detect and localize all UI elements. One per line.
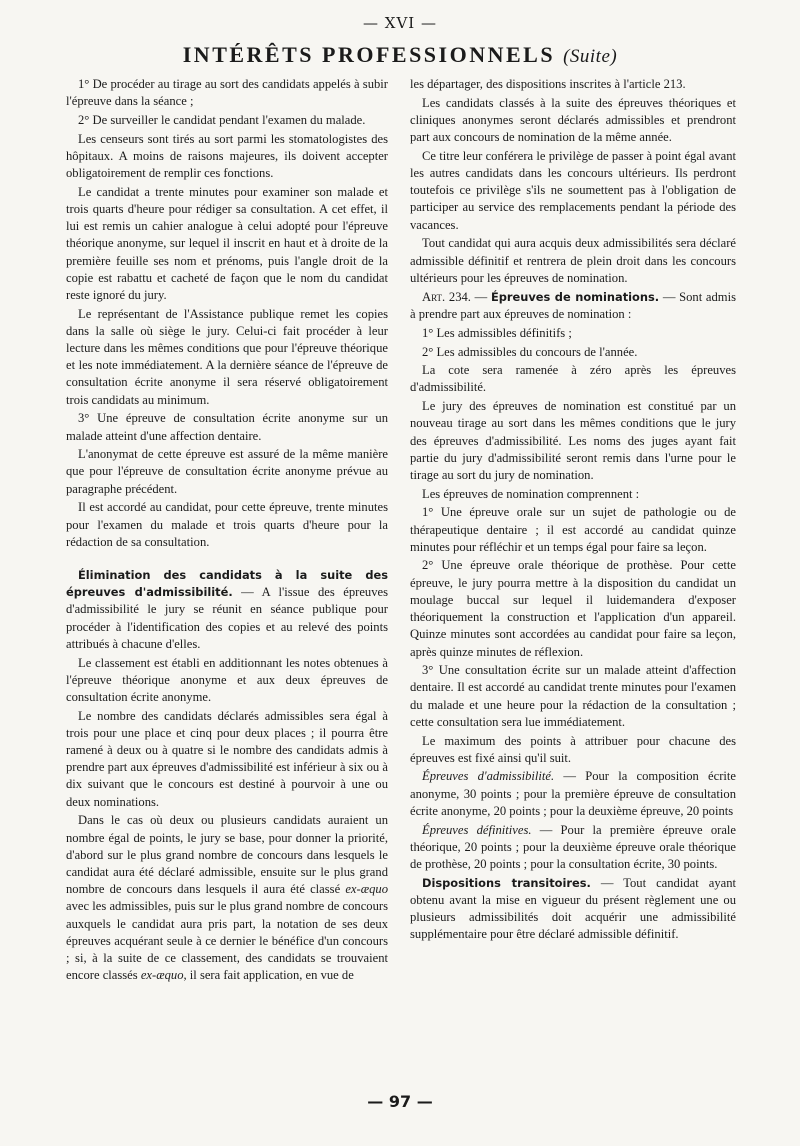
paragraph-text: avec les admissibles, puis sur le plus grand nombre de concours auxquels le candidat aura pris part, la notation de ses deux épreuves acquérant seule à ce dernier le bénéfice d'un concours ; si, à la suite de ce classement, des candidats se trouvaient encore classés: [66, 899, 388, 983]
paragraph: Le candidat a trente minutes pour examiner son malade et trois quarts d'heure pour rédiger sa consultation. A cet effet, il lui est remis un cahier analogue à celui adopté pour l'épreuve théorique anonyme, sur lequel il inscrit en haut et à droite de la première feuille ses nom et prénoms, puis l'angle droit de la copie est rabattu et cacheté de façon que le nom du candidat reste ignoré du jury.: [66, 184, 388, 302]
paragraph-tiebreak: [66, 812, 388, 984]
paragraph-text: — Tout candidat ayant obtenu avant la mise en vigueur du présent règlement une ou plusieurs admissibilités doit acquérir une admissibilité supplémentaire pour être déclaré admissible définitif.: [410, 875, 737, 942]
paragraph-text: — Pour la composition écrite anonyme, 30 points ; pour la première épreuve de consultation écrite anonyme, 20 points ; pour la deuxième épreuve, 20 points: [410, 769, 736, 818]
left-column: [66, 76, 388, 986]
right-column: [410, 76, 736, 945]
paragraph: Le maximum des points à attribuer pour chacune des épreuves est fixé ainsi qu'il suit.: [410, 733, 736, 765]
subheading-elimination: Élimination des candidats à la suite des épreuves d'admissibilité.: [66, 567, 388, 600]
paragraph-text: — Pour la première épreuve orale théorique, 20 points ; pour la deuxième épreuve orale théorique de prothèse, 20 points ; pour la consultation écrite, 30 points.: [410, 822, 736, 871]
page-number: — 97 —: [367, 1092, 433, 1111]
paragraph: Les censeurs sont tirés au sort parmi les stomatologistes des hôpitaux. A moins de raisons majeures, ils doivent accepter obligatoirement de remplir ces fonctions.: [66, 131, 388, 181]
paragraph: Le représentant de l'Assistance publique remet les copies dans la salle où siège le jury. Celui-ci fait procéder à leur lecture dans les mêmes conditions que pour l'épreuve théorique et les note immédiatement. A la dernière séance de l'épreuve de consultation écrite anonyme il sera réservé obligatoirement trois candidats au minimum.: [66, 306, 388, 407]
paragraph: L'anonymat de cette épreuve est assuré de la même manière que pour l'épreuve de consultation écrite anonyme prévue au paragraphe précédent.: [66, 447, 388, 496]
paragraph-definitives: [410, 822, 736, 874]
paragraph: 2° Une épreuve orale théorique de prothèse. Pour cette épreuve, le jury pourra mettre à la disposition du candidat un moulage buccal sur lequel il luidemandera d'exposer théoriquement la construction et l'application d'un appareil. Quinze minutes sont accordées au candidat pour faire sa leçon, après quinze minutes de réflexion.: [410, 558, 736, 659]
italic-term: ex-æquo: [345, 882, 388, 897]
running-page-number: — XVI —: [363, 14, 437, 32]
italic-label: Épreuves définitives.: [422, 822, 532, 837]
paragraph-text: — A l'issue des épreuves d'admissibilité le jury se réunit en séance publique pour procéder à l'identification des copies et au relevé des points attribués à chacune d'elles.: [66, 585, 388, 651]
paragraph-text: , il sera fait application, en vue de: [183, 968, 354, 983]
paragraph: Le classement est établi en additionnant les notes obtenues à l'épreuve théorique anonyme et aux deux épreuves de consultation écrite anonyme.: [66, 655, 388, 704]
italic-label: Épreuves d'admissibilité.: [422, 769, 555, 784]
paragraph-elimination: [66, 567, 388, 653]
paragraph: Les épreuves de nomination comprennent :: [422, 486, 640, 501]
paragraph-article: Art. 234. — Épreuves de nominations. — Sont admis à prendre part aux épreuves de nomination :: [410, 289, 736, 322]
section-title: [0, 42, 800, 68]
paragraph: Il est accordé au candidat, pour cette épreuve, trente minutes pour l'examen du malade et trois quarts d'heure pour la rédaction de sa consultation.: [66, 500, 388, 549]
paragraph: 1° Les admissibles définitifs ;: [422, 325, 572, 340]
paragraph: Les candidats classés à la suite des épreuves théoriques et cliniques anonymes seront déclarés admissibles et prendront part aux concours de nomination de la même année.: [410, 95, 736, 145]
paragraph: Le nombre des candidats déclarés admissibles sera égal à trois pour une place et cinq pour deux places ; il pourra être ramené à deux ou à quatre si le nombre des candidats admis à prendre part aux épreuves d'admissibilité est inférieur à six ou à dix suivant que le concours est destiné à pourvoir à une ou deux nominations.: [66, 708, 388, 809]
subheading-transitoires: Dispositions transitoires.: [422, 875, 591, 890]
italic-term: ex-æquo: [140, 968, 184, 983]
paragraph: La cote sera ramenée à zéro après les épreuves d'admissibilité.: [410, 363, 736, 395]
section-title-suite: (Suite): [563, 46, 618, 67]
paragraph: les départager, des dispositions inscrites à l'article 213.: [410, 77, 686, 91]
paragraph: 3° Une consultation écrite sur un malade atteint d'affection dentaire. Il est accordé au candidat trente minutes pour l'examen du malade et une heure pour la rédaction de la consultation ; cette consultation sera lue immédiatement.: [410, 663, 736, 729]
article-number: Art. 234.: [422, 289, 471, 304]
paragraph: 1° Une épreuve orale sur un sujet de pathologie ou de thérapeutique dentaire ; il est accordé au candidat quinze minutes pour réfléchir et un temps égal pour faire sa leçon.: [410, 505, 736, 554]
paragraph: 3° Une épreuve de consultation écrite anonyme sur un malade atteint d'une affection dentaire.: [66, 411, 388, 443]
subheading-nominations: Épreuves de nominations.: [490, 289, 660, 304]
paragraph: Le jury des épreuves de nomination est constitué par un nouveau tirage au sort dans les mêmes conditions que le jury des épreuves d'admissibilité. Les noms des juges ayant fait partie du jury d'admissibilité seront remis dans l'urne pour le tirage au sort du jury de nomination.: [410, 399, 736, 482]
paragraph-text: — Sont admis à prendre part aux épreuves de nomination :: [410, 289, 736, 322]
paragraph-text: Dans le cas où deux ou plusieurs candidats auraient un nombre égal de points, le jury se base, pour donner la priorité, d'abord sur le plus grand nombre de concours dans lesquels le candidat aura été déclaré admissible, ensuite sur le plus grand nombre de concours dans lesquels il aura été classé: [66, 813, 388, 897]
paragraph: 1° De procéder au tirage au sort des candidats appelés à subir l'épreuve dans la séance ;: [66, 77, 388, 109]
paragraph: Ce titre leur conférera le privilège de passer à point égal avant les autres candidats dans les concours ultérieurs. Ils perdront toutefois ce privilège s'ils ne soumettent pas à l'obligation de participer au service des remplacements pendant la période des vacances.: [410, 148, 736, 232]
paragraph-transitoires: [410, 875, 736, 944]
paragraph: 2° De surveiller le candidat pendant l'examen du malade.: [78, 112, 366, 127]
paragraph: 2° Les admissibles du concours de l'année.: [422, 344, 638, 359]
paragraph: Tout candidat qui aura acquis deux admissibilités sera déclaré admissible définitif et rentrera de plein droit dans les concours ultérieurs pour les épreuves de nomination.: [410, 236, 736, 285]
paragraph-admissibilite: [410, 768, 736, 820]
section-title-text: INTÉRÊTS PROFESSIONNELS: [182, 42, 556, 67]
